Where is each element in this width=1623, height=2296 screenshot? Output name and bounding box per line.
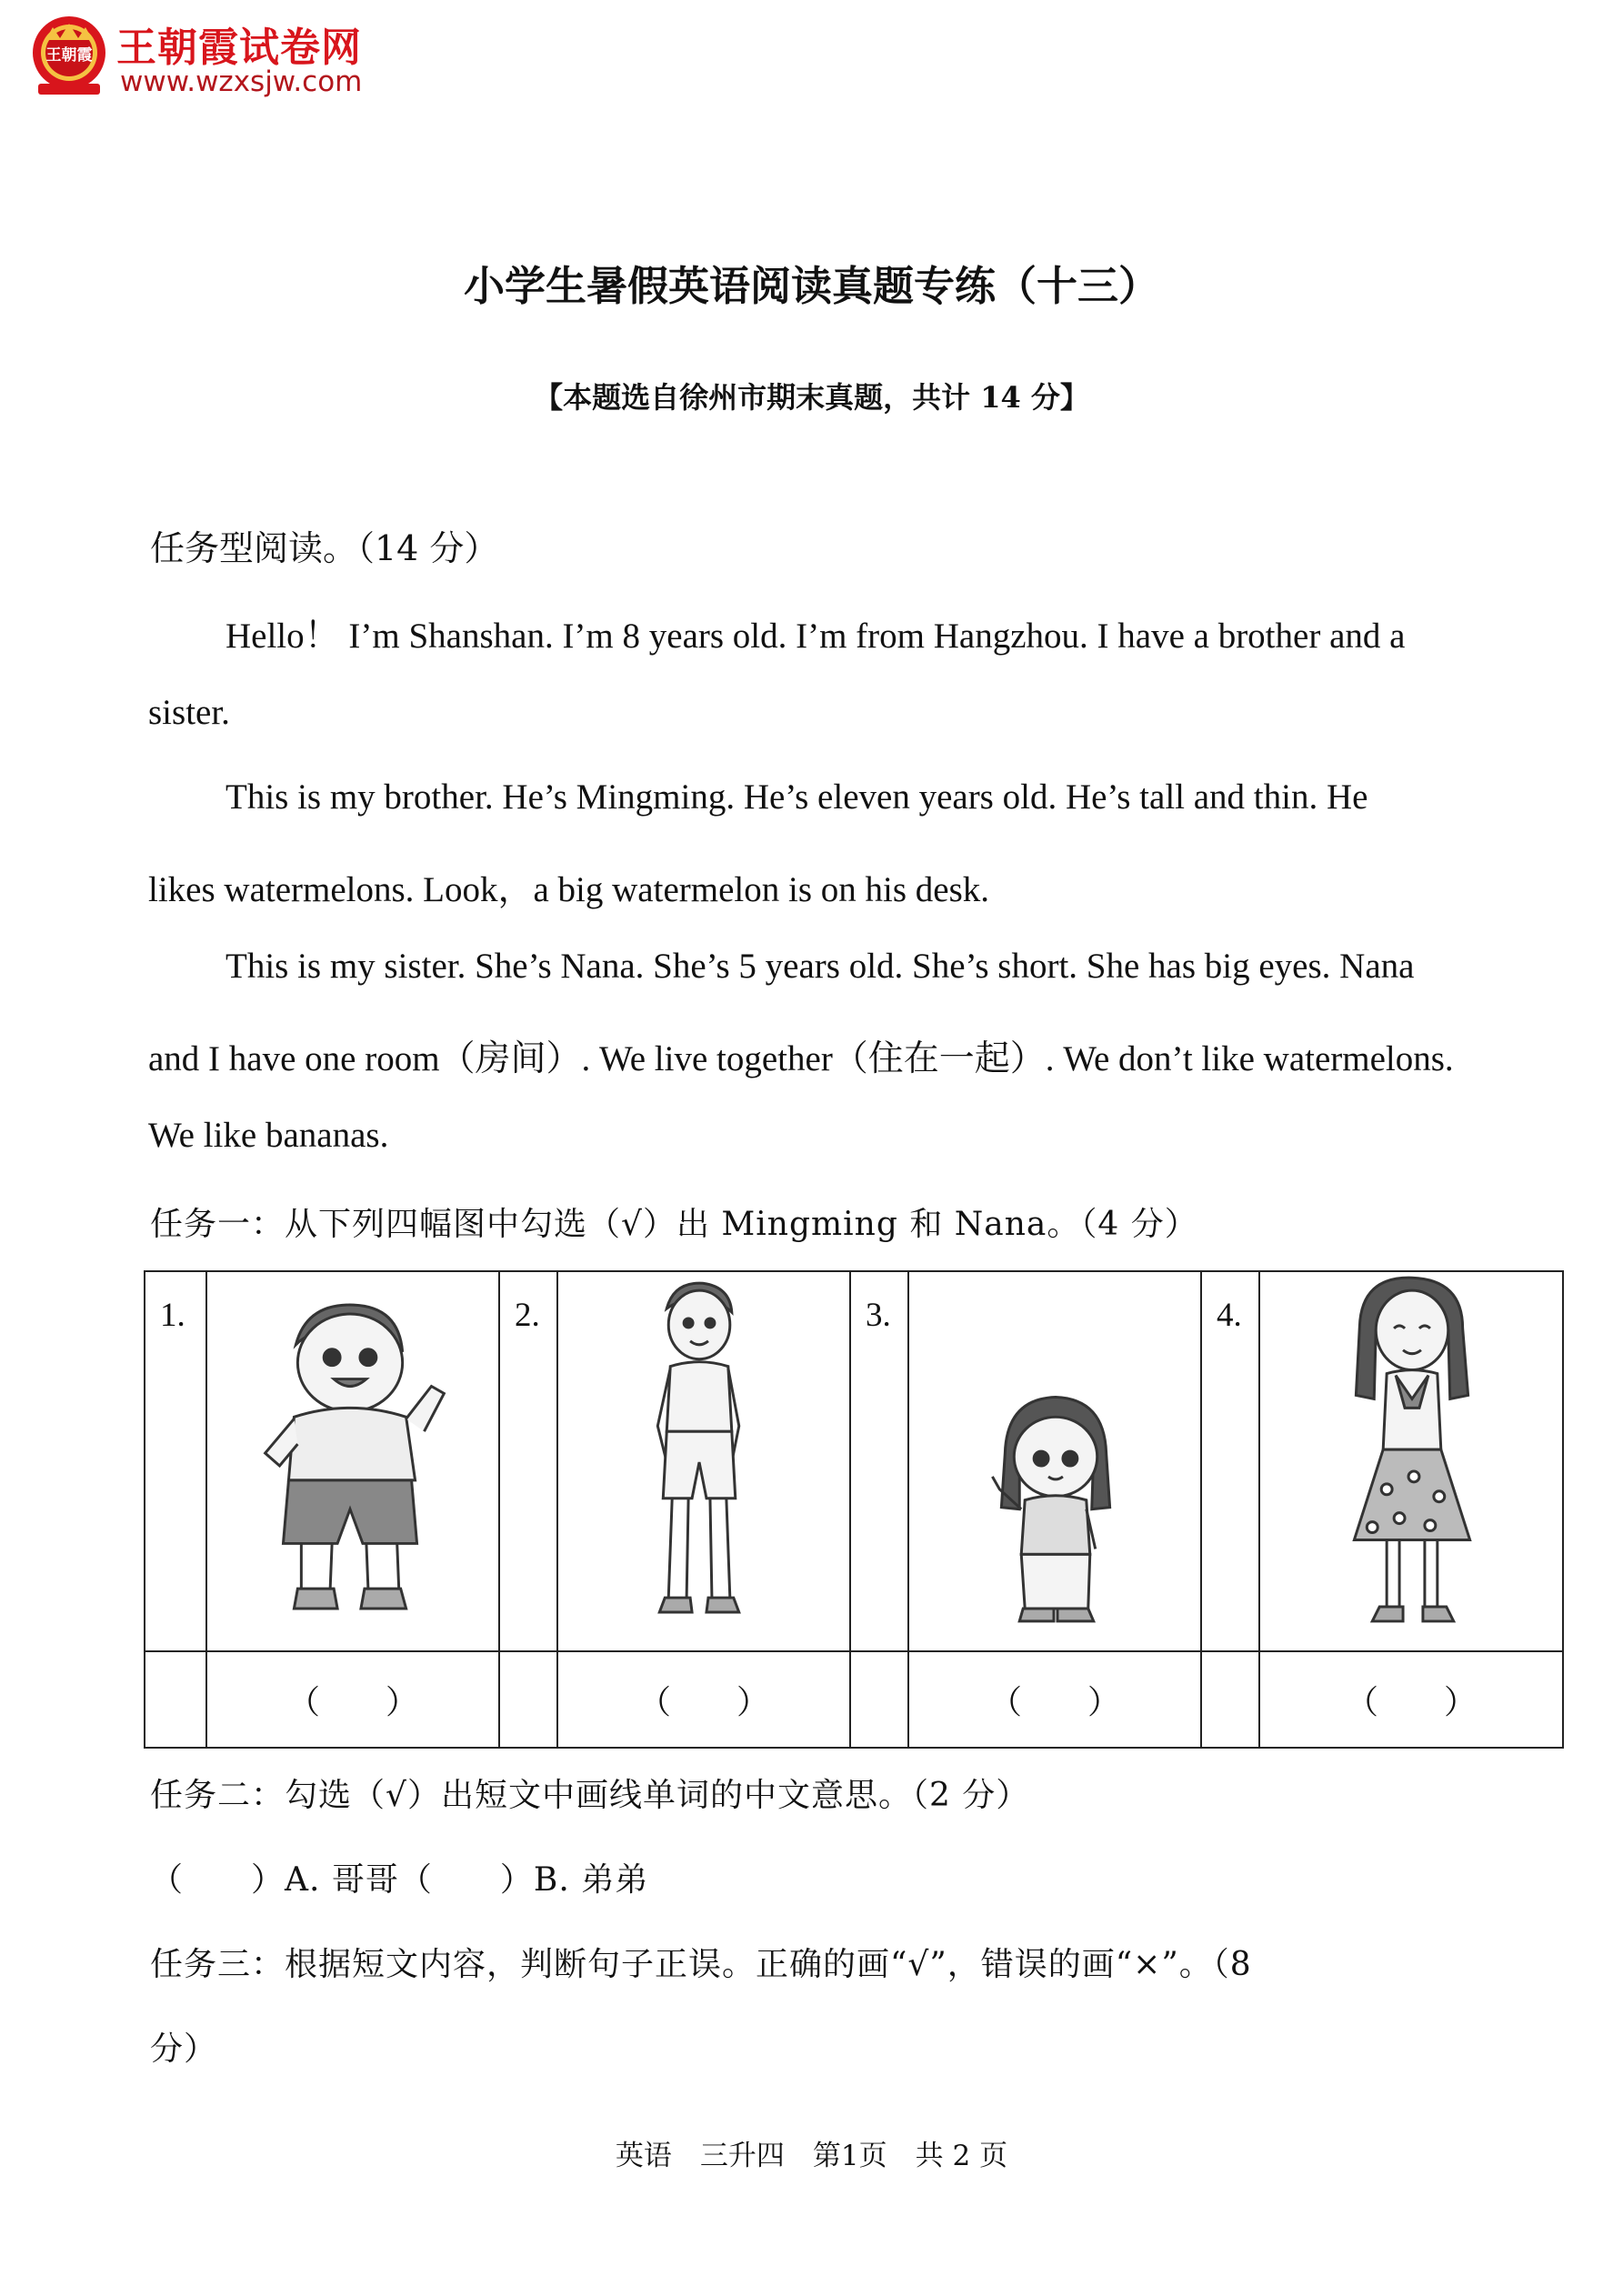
short-girl-waving-icon	[909, 1272, 1200, 1650]
picture-cell	[557, 1271, 850, 1651]
answer-spacer	[1201, 1651, 1259, 1748]
answer-blank[interactable]: （ ）	[1259, 1651, 1563, 1748]
answer-blank[interactable]: （ ）	[557, 1651, 850, 1748]
answer-blank[interactable]: （ ）	[908, 1651, 1201, 1748]
picture-number: 4.	[1201, 1271, 1259, 1651]
picture-cell	[206, 1271, 499, 1651]
task3-prompt: 任务三：根据短文内容，判断句子正误。正确的画“√”，错误的画“×”。（8	[150, 1946, 1252, 1983]
picture-table	[144, 1270, 1564, 1749]
site-url[interactable]: www.wzxsjw.com	[120, 65, 363, 98]
task3-prompt-continued: 分）	[150, 2030, 218, 2068]
picture-number: 1.	[145, 1271, 206, 1651]
passage-line: likes watermelons. Look，a big watermelon is on his desk.	[148, 870, 989, 909]
task2-prompt: 任务二：勾选（√）出短文中画线单词的中文意思。（2 分）	[150, 1777, 1030, 1814]
page-title: 小学生暑假英语阅读真题专练（十三）	[463, 262, 1159, 310]
section-heading: 任务型阅读。（14 分）	[150, 528, 499, 568]
passage-line: We like bananas.	[148, 1116, 389, 1155]
picture-number: 3.	[850, 1271, 908, 1651]
tall-girl-dress-icon	[1260, 1272, 1562, 1650]
passage-line: sister.	[148, 693, 230, 732]
chubby-boy-waving-icon	[207, 1272, 498, 1650]
site-badge-icon	[25, 13, 113, 100]
task2-options[interactable]: （ ）A. 哥哥（ ）B. 弟弟	[150, 1861, 649, 1899]
page-footer: 英语 三升四 第1页 共 2 页	[615, 2140, 1008, 2172]
answer-spacer	[145, 1651, 206, 1748]
answer-spacer	[499, 1651, 557, 1748]
picture-number: 2.	[499, 1271, 557, 1651]
passage-line: and I have one room（房间）. We live together（住在一起）. We don’t like watermelons.	[148, 1039, 1454, 1078]
picture-cell	[1259, 1271, 1563, 1651]
page-subtitle: 【本题选自徐州市期末真题，共计 14 分】	[534, 380, 1089, 415]
badge-text: 王朝霞	[45, 46, 93, 65]
answer-blank[interactable]: （ ）	[206, 1651, 499, 1748]
site-name: 王朝霞试卷网	[116, 25, 362, 71]
passage-line: This is my brother. He’s Mingming. He’s eleven years old. He’s tall and thin. He	[225, 777, 1368, 817]
tall-thin-boy-icon	[558, 1272, 849, 1650]
answer-spacer	[850, 1651, 908, 1748]
passage-line: Hello！ I’m Shanshan. I’m 8 years old. I’m from Hangzhou. I have a brother and a	[225, 617, 1406, 656]
passage-line: This is my sister. She’s Nana. She’s 5 years old. She’s short. She has big eyes. Nana	[225, 947, 1415, 986]
picture-cell	[908, 1271, 1201, 1651]
task1-prompt: 任务一：从下列四幅图中勾选（√）出 Mingming 和 Nana。（4 分）	[150, 1206, 1198, 1243]
site-logo	[25, 13, 407, 104]
